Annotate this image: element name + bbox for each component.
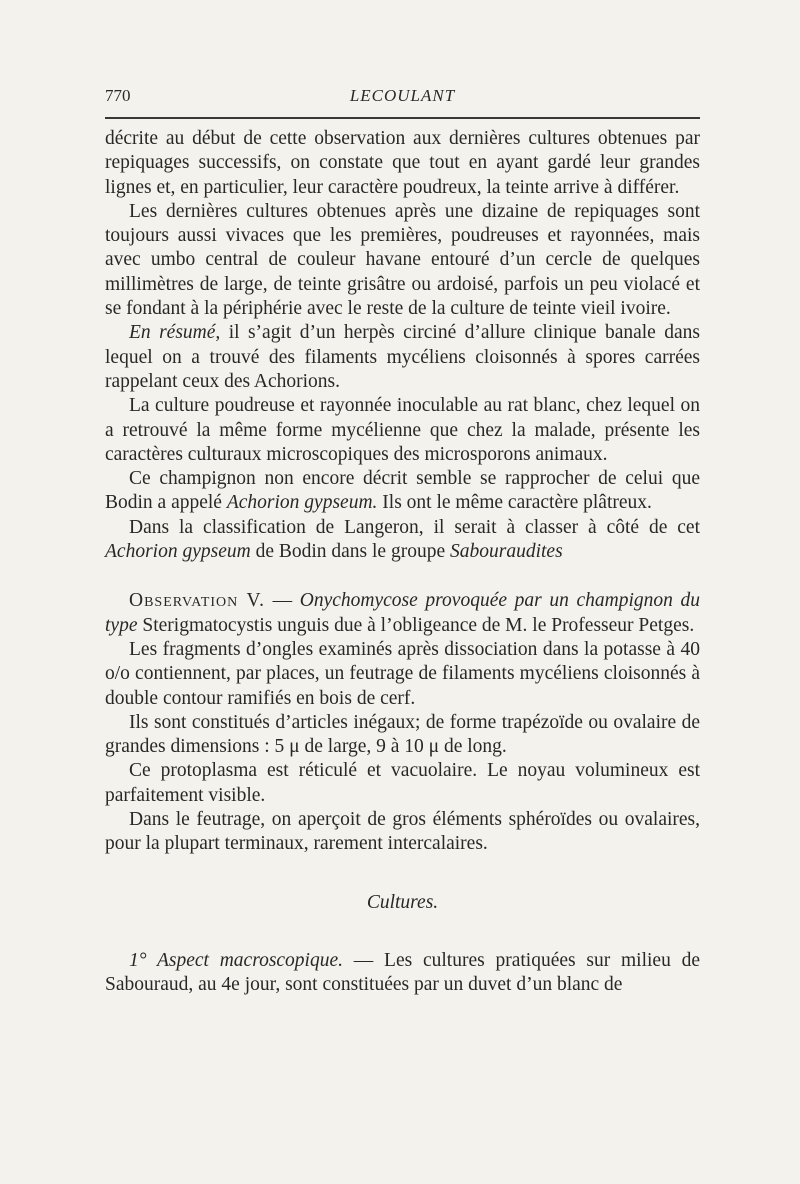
paragraph-text: de Bodin dans le groupe — [250, 541, 450, 563]
paragraph-text: — Les cultures pratiquées sur milieu de Sabouraud, au 4e jour, sont constituées par un duvet d’un blanc de — [105, 949, 700, 996]
page-header — [105, 86, 700, 112]
paragraph: Dans le feutrage, on aperçoit de gros éléments sphéroïdes ou ovalaires, pour la plupart terminaux, rarement intercalaires. — [105, 809, 700, 855]
section-heading: Cultures. — [366, 891, 439, 913]
page-number: 770 — [105, 86, 131, 105]
dash: — — [265, 590, 300, 612]
observation-title: Onychomycose provoquée par un champignon du type — [105, 590, 701, 636]
paragraph: Ils sont constitués d’articles inégaux; de forme trapézoïde ou ovalaire de grandes dimensions : 5 μ de large, 9 à 10 μ de long. — [105, 711, 700, 758]
paragraph-continuation: décrite au début de cette observation aux dernières cultures obtenues par repiquages successifs, on constate que tout en ayant gardé leur grandes lignes et, en particulier, leur caractère poudreux, la teinte arrive à différer. — [105, 128, 700, 198]
paragraph: Les dernières cultures obtenues après une dizaine de repiquages sont toujours aussi vivaces que les premières, poudreuses et rayonnées, mais avec umbo central de couleur havane entouré d’un cercle de quelques millimètres de large, de teinte grisâtre ou ardoisé, parfois un peu violacé et se fondant à la périphérie avec le reste de la culture de teinte vieil ivoire. — [105, 200, 700, 320]
paragraph-text: Ce champignon non encore décrit semble se rapprocher de celui que Bodin a appelé — [105, 468, 700, 514]
paragraph: La culture poudreuse et rayonnée inoculable au rat blanc, chez lequel on a retrouvé la même forme mycélienne que chez la malade, présente les caractères culturaux microscopiques des microsporons animaux. — [105, 395, 700, 465]
header-rule — [105, 117, 700, 119]
paragraph-cultures — [105, 949, 700, 998]
paragraph — [105, 516, 700, 565]
species-name: Achorion gypseum. — [226, 492, 378, 514]
spacer — [105, 564, 700, 589]
spacer — [105, 857, 700, 891]
observation-label: Observation V. — [129, 590, 265, 612]
paragraph-text: Ils ont le même caractère plâtreux. — [377, 492, 652, 514]
paragraph: Les fragments d’ongles examinés après dissociation dans la potasse à 40 o/o contiennent, par places, un feutrage de filaments mycéliens cloisonnés à double contour ramifiés en bois de cerf. — [105, 638, 700, 709]
running-title: LECOULANT — [349, 86, 456, 105]
paragraph-text: il s’agit d’un herpès circiné d’allure clinique banale dans lequel on a trouvé des filaments mycéliens cloisonnés à spores carrées rappelant ceux des Achorions. — [105, 322, 700, 392]
italic-lead: En résumé, — [129, 322, 221, 344]
italic-lead: 1° Aspect macroscopique. — [129, 949, 344, 971]
observation-heading — [105, 589, 700, 638]
spacer — [105, 915, 700, 949]
paragraph: Ce protoplasma est réticulé et vacuolaire. Le noyau volumineux est parfaitement visible. — [105, 760, 700, 806]
observation-rest: Sterigmatocystis unguis due à l’obligeance de M. le Professeur Petges. — [137, 614, 695, 636]
paragraph — [105, 467, 700, 516]
paragraph-text: Dans la classification de Langeron, il serait à classer à côté de cet — [129, 516, 700, 538]
page-body — [105, 127, 700, 998]
species-name: Achorion gypseum — [105, 541, 251, 563]
paragraph-summary — [105, 321, 700, 394]
group-name: Sabouraudites — [449, 541, 563, 563]
